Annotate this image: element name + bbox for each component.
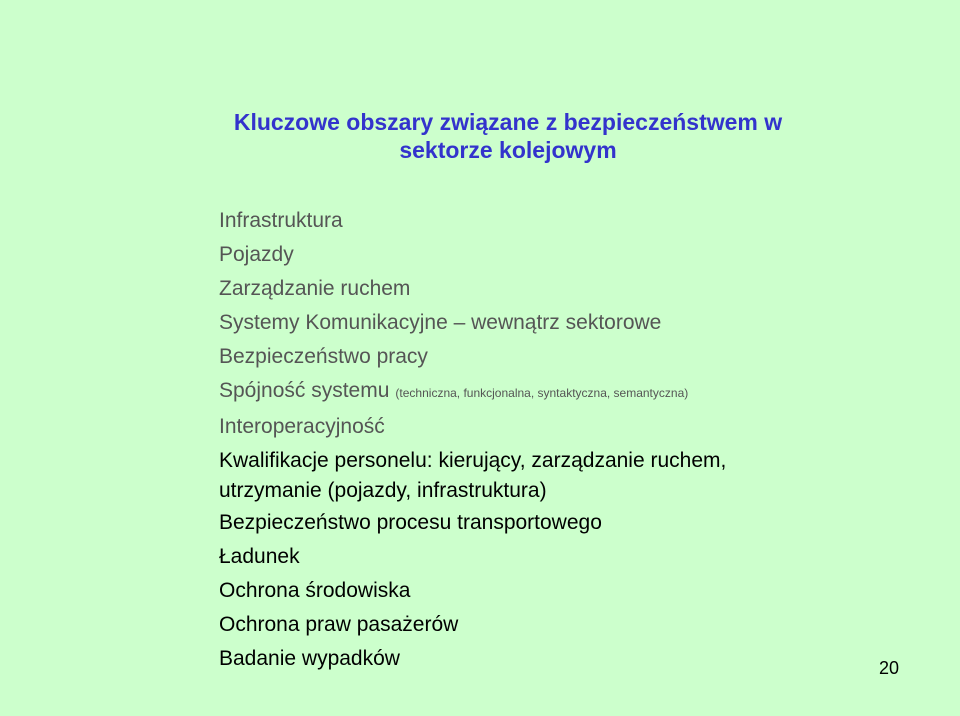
list-item-traffic-management: Zarządzanie ruchem <box>219 277 411 300</box>
list-item-passenger-rights: Ochrona praw pasażerów <box>219 613 459 636</box>
staff-qualifications-line-1: Kwalifikacje personelu: kierujący, zarządzanie ruchem, <box>219 449 727 472</box>
list-item-cargo: Ładunek <box>219 545 300 568</box>
slide-title-line-1: Kluczowe obszary związane z bezpieczeństwem w <box>233 109 783 135</box>
list-item-staff-qualifications <box>219 446 869 506</box>
list-item-transport-process-safety: Bezpieczeństwo procesu transportowego <box>219 511 602 534</box>
list-item-system-consistency <box>219 374 869 410</box>
slide-title <box>180 108 836 164</box>
list-item-infrastructure: Infrastruktura <box>219 209 343 232</box>
list-item-accident-investigation: Badanie wypadków <box>219 647 400 670</box>
page-number: 20 <box>878 658 899 678</box>
list-item-work-safety: Bezpieczeństwo pracy <box>219 345 428 368</box>
list-item-interoperability: Interoperacyjność <box>219 415 385 438</box>
list-item-environment-protection: Ochrona środowiska <box>219 579 411 602</box>
list-item-vehicles: Pojazdy <box>219 243 294 266</box>
staff-qualifications-line-2: utrzymanie (pojazdy, infrastruktura) <box>219 479 547 502</box>
slide-title-line-2: sektorze kolejowym <box>399 137 617 163</box>
system-consistency-label: Spójność systemu <box>219 379 390 402</box>
key-areas-list <box>219 204 869 676</box>
list-item-communication-systems: Systemy Komunikacyjne – wewnątrz sektorowe <box>219 311 662 334</box>
system-consistency-note: (techniczna, funkcjonalna, syntaktyczna, semantyczna) <box>395 386 689 400</box>
